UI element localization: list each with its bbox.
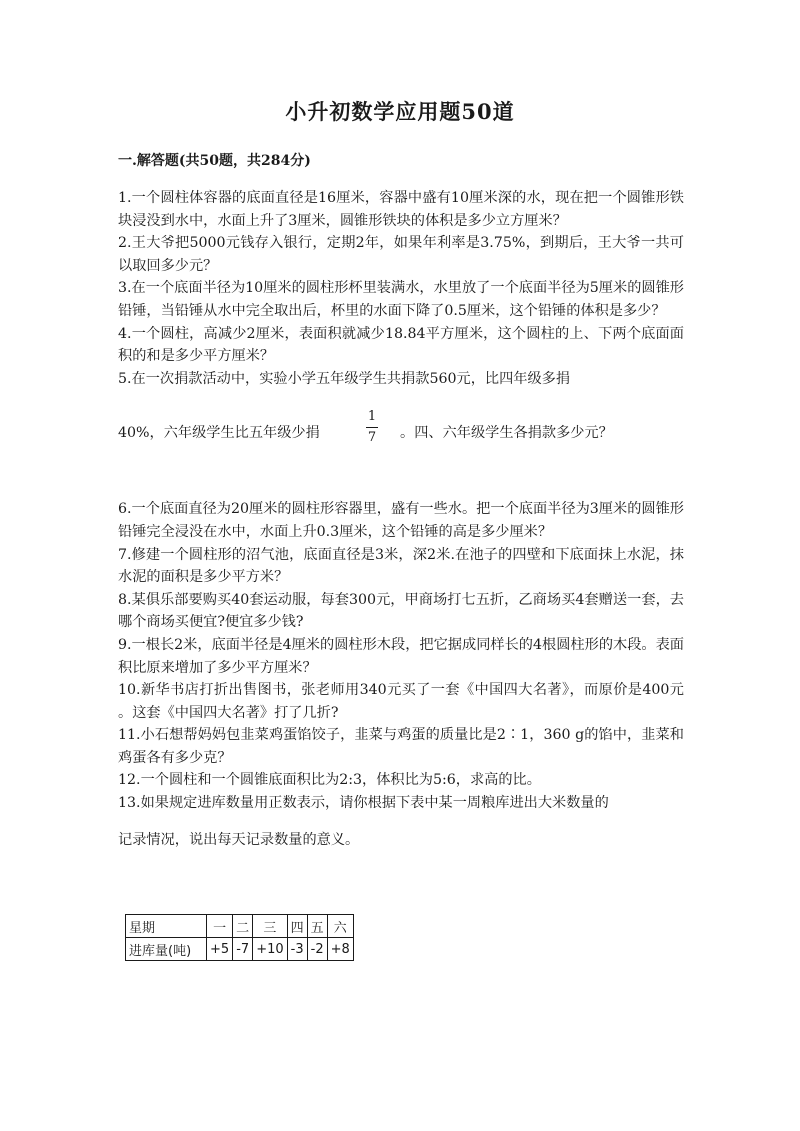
table-cell: 一 (207, 915, 233, 938)
table-cell: +10 (253, 938, 287, 961)
question-8: 8.某俱乐部要购买40套运动服，每套300元，甲商场打七五折，乙商场买4套赠送一套，去哪个商场买便宜?便宜多少钱? (118, 591, 684, 631)
page-title: 小升初数学应用题50道 (285, 99, 515, 124)
question-5-continuation (118, 408, 684, 458)
table-cell: 四 (287, 915, 307, 938)
question-11: 11.小石想帮妈妈包韭菜鸡蛋馅饺子，韭菜与鸡蛋的质量比是2∶1，360 g的馅中，韭菜和鸡蛋各有多少克？ (118, 727, 684, 766)
question-2: 2.王大爷把5000元钱存入银行，定期2年，如果年利率是3.75%，到期后，王大爷一共可以取回多少元？ (118, 235, 684, 274)
table-cell-header: 进库量(吨) (126, 938, 207, 961)
question-5: 5.在一次捐款活动中，实验小学五年级学生共捐款560元，比四年级多捐 (118, 370, 571, 387)
table-cell-header: 星期 (126, 915, 207, 938)
fraction-denominator: 7 (367, 430, 377, 446)
fraction-bar (366, 427, 378, 428)
question-3: 3.在一个底面半径为10厘米的圆柱形杯里装满水，水里放了一个底面半径为5厘米的圆锥形铅锤，当铅锤从水中完全取出后，杯里的水面下降了0.5厘米，这个铅锤的体积是多少？ (118, 280, 684, 319)
table-row-weekday (126, 915, 354, 938)
table-cell: 二 (233, 915, 253, 938)
question-1: 1.一个圆柱体容器的底面直径是16厘米，容器中盛有10厘米深的水，现在把一个圆锥形铁块浸没到水中，水面上升了3厘米，圆锥形铁块的体积是多少立方厘米？ (118, 190, 684, 229)
question-5-text-before-fraction: 40%，六年级学生比五年级少捐 (118, 425, 320, 442)
question-12: 12.一个圆柱和一个圆锥底面积比为2:3，体积比为5:6，求高的比。 (118, 772, 541, 789)
table-cell: 六 (327, 915, 353, 938)
question-list (118, 187, 684, 851)
table-cell: 三 (253, 915, 287, 938)
question-13-continuation: 记录情况，说出每天记录数量的意义。 (118, 831, 360, 848)
table-cell: -7 (233, 938, 253, 961)
table-cell: +8 (327, 938, 353, 961)
section-heading: 一.解答题(共50题，共284分) (118, 153, 311, 169)
question-4: 4.一个圆柱，高减少2厘米，表面积就减少18.84平方厘米，这个圆柱的上、下两个底面面积的和是多少平方厘米？ (118, 325, 684, 365)
table-cell: -2 (307, 938, 327, 961)
table-cell: 五 (307, 915, 327, 938)
table-cell: +5 (207, 938, 233, 961)
question-6: 6.一个底面直径为20厘米的圆柱形容器里，盛有一些水。把一个底面半径为3厘米的圆锥形铅锤完全浸没在水中，水面上升0.3厘米，这个铅锤的高是多少厘米？ (118, 501, 684, 540)
question-7: 7.修建一个圆柱形的沼气池，底面直径是3米，深2米.在池子的四壁和下底面抹上水泥，抹水泥的面积是多少平方米？ (118, 546, 684, 586)
question-10: 10.新华书店打折出售图书，张老师用340元买了一套《中国四大名著》，而原价是400元 。这套《中国四大名著》打了几折? (118, 682, 684, 721)
table-row-quantity (126, 938, 354, 961)
grain-record-table (125, 914, 354, 961)
table-cell: -3 (287, 938, 307, 961)
fraction-numerator: 1 (367, 409, 377, 425)
fraction-one-seventh (364, 408, 380, 447)
question-5-text-after-fraction: 。四、六年级学生各捐款多少元？ (400, 425, 613, 442)
question-13: 13.如果规定进库数量用正数表示，请你根据下表中某一周粮库进出大米数量的 (118, 795, 609, 812)
question-9: 9.一根长2米，底面半径是4厘米的圆柱形木段，把它据成同样长的4根圆柱形的木段。表面积比原来增加了多少平方厘米？ (118, 636, 684, 676)
